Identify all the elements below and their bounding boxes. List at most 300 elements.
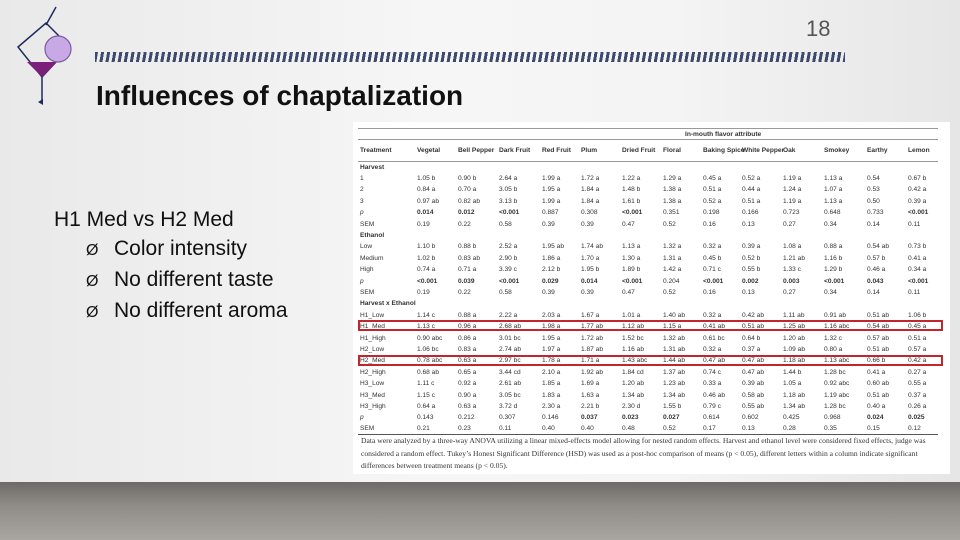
table-cell: 0.45 a — [908, 323, 927, 331]
table-cell: 0.39 — [542, 220, 555, 228]
table-cell: 1.84 a — [581, 186, 600, 194]
row-label: High — [360, 266, 374, 274]
table-cell: 1.24 a — [783, 186, 802, 194]
table-row — [358, 367, 938, 378]
table-cell: 1.33 c — [783, 266, 801, 274]
table-cell: 2.12 b — [542, 266, 561, 274]
table-cell: 1.77 ab — [581, 323, 603, 331]
table-cell: 0.53 — [867, 186, 880, 194]
table-cell: 0.57 a — [908, 345, 927, 353]
table-cell: 0.79 c — [703, 402, 721, 410]
table-cell: 1.05 a — [783, 380, 802, 388]
table-cell: 1.98 a — [542, 323, 561, 331]
super-header-row — [358, 129, 938, 140]
blank-cell — [358, 129, 415, 140]
table-cell: 0.78 abc — [417, 357, 443, 365]
table-row — [358, 423, 938, 434]
table-cell: 1.34 ab — [622, 391, 644, 399]
bullet-heading: H1 Med vs H2 Med — [54, 208, 234, 231]
table-cell: 0.57 ab — [867, 334, 889, 342]
table-row — [358, 332, 938, 343]
table-cell: 0.39 a — [742, 243, 761, 251]
table-cell: 0.90 abc — [417, 334, 443, 342]
table-cell: 1.29 b — [824, 266, 843, 274]
table-cell: 0.33 a — [703, 380, 722, 388]
table-cell: 0.65 a — [458, 368, 477, 376]
table-cell: <0.001 — [824, 277, 845, 285]
row-label: H2_Med — [360, 357, 385, 365]
column-header: Lemon — [906, 140, 938, 162]
table-cell: 0.64 b — [742, 334, 761, 342]
table-cell: 1.84 a — [581, 197, 600, 205]
table-cell: 2.30 a — [542, 402, 561, 410]
table-cell: <0.001 — [622, 277, 643, 285]
row-label: H2_Low — [360, 345, 385, 353]
table-cell: 0.723 — [783, 209, 800, 217]
table-cell: 0.40 — [579, 423, 620, 434]
table-cell: 1.19 abc — [824, 391, 850, 399]
table-row — [358, 378, 938, 389]
table-cell: 1.70 a — [581, 254, 600, 262]
table-cell: 0.41 a — [908, 254, 927, 262]
table-cell: 1.10 b — [417, 243, 436, 251]
table-cell: 0.012 — [458, 209, 475, 217]
table-cell: 1.13 c — [417, 323, 435, 331]
table-cell: 0.037 — [581, 414, 598, 422]
super-header: In-mouth flavor attribute — [415, 129, 938, 140]
table-row — [358, 401, 938, 412]
table-cell: 0.83 a — [458, 345, 477, 353]
table-cell: 1.13 abc — [824, 357, 850, 365]
table-cell: 1.29 a — [663, 175, 682, 183]
table-cell: 0.47 — [622, 220, 635, 228]
table-cell: 0.212 — [458, 414, 475, 422]
table-cell: 1.69 a — [581, 380, 600, 388]
table-cell: 0.47 ab — [742, 368, 764, 376]
table-cell: 1.44 b — [783, 368, 802, 376]
table-cell: 0.34 — [824, 288, 837, 296]
table-cell: 1.16 ab — [622, 345, 644, 353]
table-cell: 0.35 — [822, 423, 865, 434]
table-cell: 1.83 a — [542, 391, 561, 399]
table-cell: 0.39 a — [908, 197, 927, 205]
table-cell: 0.027 — [663, 414, 680, 422]
table-cell: 1.02 b — [417, 254, 436, 262]
row-label: 1 — [360, 175, 364, 183]
row-label: SEM — [360, 220, 375, 228]
table-cell: 0.51 ab — [742, 323, 764, 331]
table-cell: 0.39 — [542, 288, 555, 296]
table-cell: 0.54 — [867, 175, 880, 183]
table-cell: 0.88 a — [824, 243, 843, 251]
table-cell: 1.01 a — [622, 311, 641, 319]
table-cell: 1.19 a — [783, 175, 802, 183]
table-cell: 0.84 a — [417, 186, 436, 194]
table-cell: 1.95 a — [542, 334, 561, 342]
table-cell: 2.10 a — [542, 368, 561, 376]
table-cell: 1.11 c — [417, 380, 435, 388]
table-cell: 1.32 c — [824, 334, 842, 342]
bullet-text: No different taste — [114, 268, 274, 291]
table-cell: 0.86 a — [458, 334, 477, 342]
row-label: p — [360, 414, 364, 422]
table-cell: 1.19 a — [783, 197, 802, 205]
table-row — [358, 344, 938, 355]
table-row — [358, 275, 938, 286]
table-cell: 2.21 b — [581, 402, 600, 410]
decorative-stripe — [95, 52, 845, 62]
arrow-bullet-icon: Ø — [86, 304, 99, 321]
table-cell: 1.16 abc — [824, 323, 850, 331]
table-cell: 2.03 a — [542, 311, 561, 319]
table-cell: 0.16 — [703, 220, 716, 228]
table-cell: 0.46 a — [867, 266, 886, 274]
table-cell: 0.42 a — [908, 186, 927, 194]
column-header: Dried Fruit — [620, 140, 661, 162]
header-row — [358, 140, 938, 162]
table-row — [358, 264, 938, 275]
table-cell: 0.043 — [867, 277, 884, 285]
table-cell: 0.54 ab — [867, 243, 889, 251]
table-cell: 0.48 — [620, 423, 661, 434]
table-cell: 2.22 a — [499, 311, 518, 319]
table-cell: 0.71 c — [703, 266, 721, 274]
table-cell: 0.014 — [581, 277, 598, 285]
table-cell: 0.51 ab — [867, 311, 889, 319]
table-cell: 0.47 ab — [703, 357, 725, 365]
table-cell: 1.85 a — [542, 380, 561, 388]
table-cell: 0.52 — [663, 220, 676, 228]
table-cell: 0.13 — [742, 288, 755, 296]
table-cell: 1.20 ab — [783, 334, 805, 342]
table-cell: 0.55 ab — [742, 402, 764, 410]
table-cell: 1.71 a — [581, 357, 600, 365]
table-cell: 0.17 — [701, 423, 740, 434]
table-cell: 0.70 a — [458, 186, 477, 194]
table-cell: 0.45 b — [703, 254, 722, 262]
table-cell: 1.16 b — [824, 254, 843, 262]
table-cell: 1.97 a — [542, 345, 561, 353]
table-cell: 1.52 bc — [622, 334, 644, 342]
table-cell: <0.001 — [622, 209, 643, 217]
column-header: Floral — [661, 140, 701, 162]
table-cell: 0.63 a — [458, 402, 477, 410]
table-cell: 0.14 — [867, 220, 880, 228]
table-cell: 0.52 b — [742, 254, 761, 262]
table-cell: 1.15 c — [417, 391, 435, 399]
table-cell: 0.67 b — [908, 175, 927, 183]
section-title: Harvest — [360, 163, 385, 171]
wine-glass-logo-icon — [10, 5, 80, 105]
table-cell: 0.014 — [417, 209, 434, 217]
column-header: Plum — [579, 140, 620, 162]
table-footnote: Data were analyzed by a three-way ANOVA utilizing a linear mixed-effects model allowing for nested random effects. Harvest and ethanol level were considered fixed effects, judge was considered a random effect. Tukey’s Honest Significant Difference (HSD) was used as a post-hoc comparison of means (p < 0.05), different letters within a column indicate significant differences between treatment means (p < 0.05). — [361, 436, 926, 471]
table-cell: 3.01 bc — [499, 334, 521, 342]
table-cell: 1.28 bc — [824, 368, 846, 376]
table-cell: 3.05 b — [499, 186, 518, 194]
section-row — [358, 230, 938, 241]
table-row — [358, 253, 938, 264]
table-cell: 0.37 a — [908, 391, 927, 399]
table-cell: 0.887 — [542, 209, 559, 217]
table-cell: 0.11 — [908, 288, 921, 296]
table-cell: 0.029 — [542, 277, 559, 285]
floor-background — [0, 482, 960, 540]
table-row — [358, 412, 938, 423]
table-cell: 0.51 a — [742, 197, 761, 205]
table-cell: 0.27 — [783, 288, 796, 296]
table-cell: 0.82 ab — [458, 197, 480, 205]
table-cell: 0.58 — [499, 220, 512, 228]
table-cell: 0.92 a — [458, 380, 477, 388]
table-cell: 0.27 a — [908, 368, 927, 376]
table-cell: 1.99 a — [542, 197, 561, 205]
table-cell: 1.06 bc — [417, 345, 439, 353]
section-row — [358, 298, 938, 309]
table-cell: 0.143 — [417, 414, 434, 422]
table-cell: 0.52 — [661, 423, 701, 434]
table-cell: 1.72 a — [581, 175, 600, 183]
row-label: SEM — [358, 423, 415, 434]
table-cell: 1.86 a — [542, 254, 561, 262]
table-cell: 1.32 a — [663, 243, 682, 251]
table-cell: 2.68 ab — [499, 323, 521, 331]
table-cell: 1.37 ab — [663, 368, 685, 376]
row-label: Low — [360, 243, 373, 251]
row-label: 2 — [360, 186, 364, 194]
table-cell: 0.11 — [497, 423, 540, 434]
table-cell: 0.66 b — [867, 357, 886, 365]
table-cell: 0.351 — [663, 209, 680, 217]
table-cell: 0.16 — [703, 288, 716, 296]
slide-number: 18 — [806, 16, 831, 41]
table-cell: 0.73 b — [908, 243, 927, 251]
table-cell: 0.733 — [867, 209, 884, 217]
table-cell: 0.51 ab — [867, 391, 889, 399]
table-cell: 0.023 — [622, 414, 639, 422]
table-cell: 1.44 ab — [663, 357, 685, 365]
row-label: Medium — [360, 254, 384, 262]
section-title: Harvest x Ethanol — [360, 300, 416, 308]
table-cell: 1.48 b — [622, 186, 641, 194]
table-cell: 1.34 ab — [663, 391, 685, 399]
table-cell: 1.43 abc — [622, 357, 648, 365]
table-cell: 1.08 a — [783, 243, 802, 251]
table-cell: 1.09 ab — [783, 345, 805, 353]
table-cell: 0.37 a — [742, 345, 761, 353]
flavor-table-image — [353, 122, 950, 474]
table-cell: 1.61 b — [622, 197, 641, 205]
section-title: Ethanol — [360, 232, 385, 240]
table-cell: 0.34 a — [908, 266, 927, 274]
table-cell: 1.25 ab — [783, 323, 805, 331]
table-cell: 1.63 a — [581, 391, 600, 399]
table-cell: 0.61 bc — [703, 334, 725, 342]
row-label: H3_High — [360, 402, 386, 410]
bullet-item — [54, 234, 288, 265]
table-cell: 1.14 c — [417, 311, 435, 319]
table-cell: 0.52 — [663, 288, 676, 296]
bullet-item — [54, 265, 288, 296]
table-cell: 1.06 b — [908, 311, 927, 319]
flavor-attribute-table — [358, 128, 938, 435]
table-cell: 0.57 b — [867, 254, 886, 262]
table-cell: 0.71 a — [458, 266, 477, 274]
table-cell: 1.15 a — [663, 323, 682, 331]
table-cell: 0.51 ab — [867, 345, 889, 353]
table-cell: 0.40 — [540, 423, 579, 434]
table-cell: 1.18 ab — [783, 357, 805, 365]
table-cell: 1.40 ab — [663, 311, 685, 319]
table-cell: 0.52 a — [742, 175, 761, 183]
table-cell: 0.39 — [581, 220, 594, 228]
table-cell: 1.20 ab — [622, 380, 644, 388]
table-cell: 2.90 b — [499, 254, 518, 262]
table-cell: 1.74 ab — [581, 243, 603, 251]
table-cell: 1.30 a — [622, 254, 641, 262]
highlight-box — [358, 355, 943, 366]
table-cell: 0.614 — [703, 414, 720, 422]
slide-title: Influences of chaptalization — [96, 80, 464, 111]
table-cell: 2.97 bc — [499, 357, 521, 365]
table-cell: 1.22 a — [622, 175, 641, 183]
table-cell: 1.87 ab — [581, 345, 603, 353]
bullet-text: Color intensity — [114, 237, 248, 260]
table-cell: 0.39 — [581, 288, 594, 296]
table-cell: 1.07 a — [824, 186, 843, 194]
table-cell: 1.32 ab — [663, 334, 685, 342]
table-cell: 1.18 ab — [783, 391, 805, 399]
table-cell: 0.42 ab — [742, 311, 764, 319]
table-cell: 0.58 — [499, 288, 512, 296]
arrow-bullet-icon: Ø — [86, 242, 99, 259]
table-cell: 0.52 a — [703, 197, 722, 205]
table-cell: 0.44 a — [742, 186, 761, 194]
table-cell: 0.55 a — [908, 380, 927, 388]
table-cell: 0.12 — [906, 423, 938, 434]
table-cell: 0.22 — [458, 288, 471, 296]
table-cell: <0.001 — [703, 277, 724, 285]
table-cell: 1.84 cd — [622, 368, 644, 376]
row-label: p — [360, 209, 364, 217]
table-cell: 1.95 a — [542, 186, 561, 194]
table-cell: 1.21 ab — [783, 254, 805, 262]
table-cell: 2.64 a — [499, 175, 518, 183]
table-cell: <0.001 — [499, 209, 520, 217]
bullet-text: No different aroma — [114, 299, 288, 322]
table-cell: 0.22 — [458, 220, 471, 228]
row-label: SEM — [360, 288, 375, 296]
bullet-list — [54, 205, 288, 327]
table-cell: 0.32 a — [703, 311, 722, 319]
highlight-box — [358, 320, 943, 331]
column-header: Oak — [781, 140, 822, 162]
table-row — [358, 207, 938, 218]
table-cell: 0.40 a — [867, 402, 886, 410]
table-cell: 0.50 — [867, 197, 880, 205]
table-cell: 0.83 ab — [458, 254, 480, 262]
column-header: Red Fruit — [540, 140, 579, 162]
table-cell: 1.38 a — [663, 186, 682, 194]
table-cell: 0.46 ab — [703, 391, 725, 399]
table-cell: 0.602 — [742, 414, 759, 422]
table-cell: 1.11 ab — [783, 311, 805, 319]
table-cell: 0.47 ab — [742, 357, 764, 365]
row-label: H3_Med — [360, 391, 385, 399]
table-cell: 0.47 — [622, 288, 635, 296]
table-cell: 0.19 — [417, 288, 430, 296]
table-cell: 1.72 ab — [581, 334, 603, 342]
column-header: Baking Spice — [701, 140, 740, 162]
table-cell: 0.60 ab — [867, 380, 889, 388]
table-cell: 0.13 — [740, 423, 781, 434]
table-cell: 1.78 a — [542, 357, 561, 365]
table-cell: 0.204 — [663, 277, 680, 285]
table-row — [358, 287, 938, 298]
table-cell: 0.68 ab — [417, 368, 439, 376]
table-cell: 0.41 ab — [703, 323, 725, 331]
table-cell: 1.23 ab — [663, 380, 685, 388]
table-row — [358, 173, 938, 184]
table-cell: 1.67 a — [581, 311, 600, 319]
column-header: Earthy — [865, 140, 906, 162]
table-cell: 3.13 b — [499, 197, 518, 205]
table-cell: 0.425 — [783, 414, 800, 422]
table-cell: 0.307 — [499, 414, 516, 422]
table-cell: 0.21 — [415, 423, 456, 434]
table-cell: 0.91 ab — [824, 311, 846, 319]
table-cell: 1.42 a — [663, 266, 682, 274]
table-cell: 0.15 — [865, 423, 906, 434]
row-label: p — [360, 277, 364, 285]
table-cell: 0.39 ab — [742, 380, 764, 388]
table-cell: 0.146 — [542, 414, 559, 422]
bullet-item — [54, 296, 288, 327]
table-cell: 1.28 bc — [824, 402, 846, 410]
column-header: Treatment — [358, 140, 415, 162]
column-header: Dark Fruit — [497, 140, 540, 162]
table-cell: <0.001 — [908, 277, 929, 285]
table-cell: 0.968 — [824, 414, 841, 422]
row-label: H3_Low — [360, 380, 385, 388]
table-cell: 1.38 a — [663, 197, 682, 205]
table-cell: 0.92 abc — [824, 380, 850, 388]
table-cell: 0.166 — [742, 209, 759, 217]
table-cell: 0.002 — [742, 277, 759, 285]
table-cell: 2.52 a — [499, 243, 518, 251]
table-cell: 0.90 b — [458, 175, 477, 183]
table-cell: 0.96 a — [458, 323, 477, 331]
column-header: Bell Pepper — [456, 140, 497, 162]
table-cell: <0.001 — [499, 277, 520, 285]
table-cell: 0.63 a — [458, 357, 477, 365]
table-cell: 0.88 a — [458, 311, 477, 319]
table-cell: 1.05 b — [417, 175, 436, 183]
table-cell: 0.55 b — [742, 266, 761, 274]
table-cell: 0.003 — [783, 277, 800, 285]
row-label: H1_Low — [360, 311, 385, 319]
table-cell: 1.31 ab — [663, 345, 685, 353]
table-row — [358, 241, 938, 252]
table-cell: 0.025 — [908, 414, 925, 422]
table-cell: 1.13 a — [622, 243, 641, 251]
table-cell: 3.05 bc — [499, 391, 521, 399]
table-cell: 3.44 cd — [499, 368, 521, 376]
table-cell: 0.34 — [824, 220, 837, 228]
table-cell: 1.55 b — [663, 402, 682, 410]
row-label: 3 — [360, 197, 364, 205]
table-cell: 0.27 — [783, 220, 796, 228]
